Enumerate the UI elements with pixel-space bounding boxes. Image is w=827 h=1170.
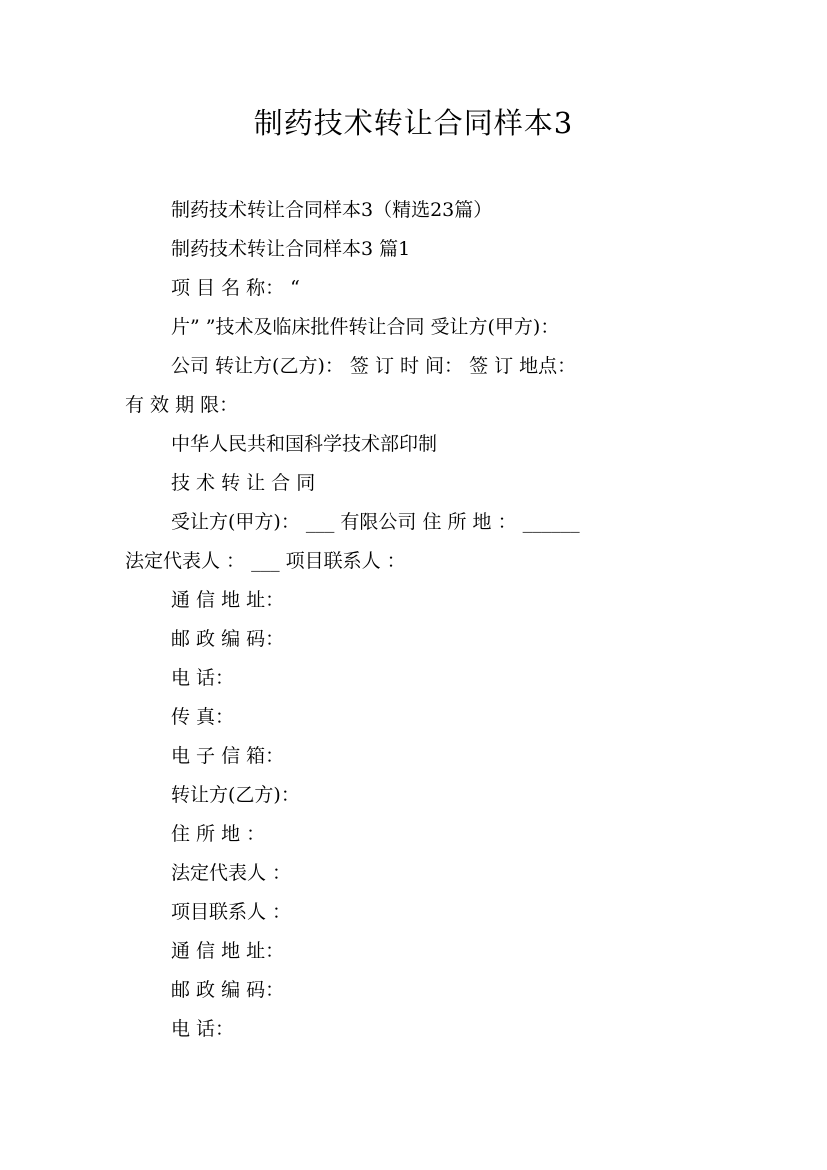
party-a-representative-line: 法定代表人 ： ___ 项目联系人 ： bbox=[125, 550, 406, 572]
party-a-phone-line: 电 话： bbox=[171, 667, 235, 689]
section-heading: 制药技术转让合同样本3 篇1 bbox=[171, 238, 411, 260]
subtitle-line: 制药技术转让合同样本3（精选23篇） bbox=[171, 199, 493, 221]
party-b-domicile-line: 住 所 地 ： bbox=[171, 823, 266, 845]
party-a-address-line: 通 信 地 址： bbox=[171, 589, 285, 611]
issuer-line: 中华人民共和国科学技术部印制 bbox=[171, 433, 438, 455]
party-a-postcode-line: 邮 政 编 码： bbox=[171, 628, 285, 650]
party-a-fax-line: 传 真： bbox=[171, 706, 235, 728]
document-title: 制药技术转让合同样本3 bbox=[253, 106, 574, 140]
party-b-postcode-line: 邮 政 编 码： bbox=[171, 979, 285, 1001]
project-name-line: 项 目 名 称： “ bbox=[171, 277, 300, 299]
party-a-line: 受让方(甲方)： ___ 有限公司 住 所 地 ： ______ bbox=[171, 511, 580, 533]
party-b-phone-line: 电 话： bbox=[171, 1018, 235, 1040]
party-a-email-line: 电 子 信 箱： bbox=[171, 745, 285, 767]
contract-heading: 技 术 转 让 合 同 bbox=[171, 472, 316, 494]
parties-line: 公司 转让方(乙方)： 签 订 时 间： 签 订 地点： bbox=[171, 355, 577, 377]
party-b-contact-line: 项目联系人 ： bbox=[171, 901, 292, 923]
party-b-representative-line: 法定代表人 ： bbox=[171, 862, 292, 884]
validity-line: 有 效 期 限： bbox=[125, 394, 239, 416]
party-b-line: 转让方(乙方)： bbox=[171, 784, 300, 806]
party-b-address-line: 通 信 地 址： bbox=[171, 940, 285, 962]
contract-name-line: 片” ”技术及临床批件转让合同 受让方(甲方)： bbox=[171, 316, 560, 338]
